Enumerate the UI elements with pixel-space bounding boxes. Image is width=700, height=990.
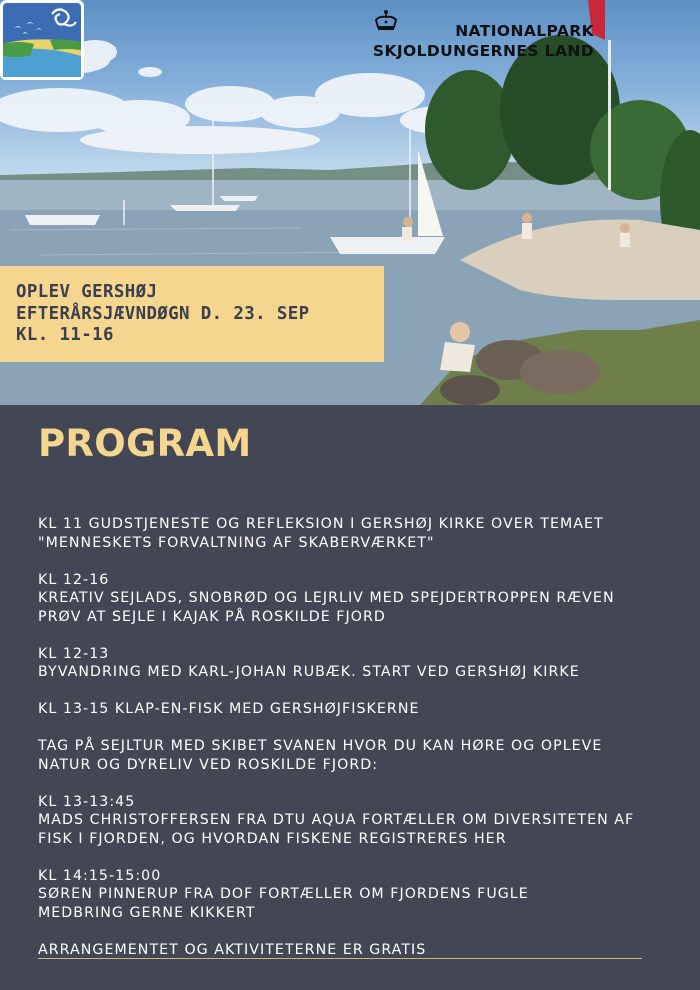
program-item [38,700,668,719]
hero-photo [0,0,700,405]
crown-icon [373,8,399,34]
program-line: "MENNESKETS FORVALTNING AF SKABERVÆRKET" [38,534,435,551]
brand-name-line1: NATIONALPARK [455,22,594,40]
event-date: EFTERÅRSJÆVNDØGN D. 23. SEP [16,303,310,324]
program-line: BYVANDRING MED KARL-JOHAN RUBÆK. START VED GERSHØJ KIRKE [38,664,580,680]
program-line: KL 12-13 [38,645,110,662]
program-line: FISK I FJORDEN, OG HVORDAN FISKENE REGISTRERES HER [38,830,507,847]
program-item [38,737,668,774]
program-line: KL 12-16 [38,571,110,588]
program-line: MADS CHRISTOFFERSEN FRA DTU AQUA FORTÆLLER OM DIVERSITETEN AF [38,812,635,828]
brand-name-line2: SKJOLDUNGERNES LAND [372,42,594,60]
nationalpark-logo-icon [0,0,84,80]
brand [373,8,594,62]
program-line: TAG PÅ SEJLTUR MED SKIBET SVANEN HVOR DU KAN HØRE OG OPLEVE [38,738,603,754]
program-line: PRØV AT SEJLE I KAJAK PÅ ROSKILDE FJORD [38,608,386,625]
program-item [38,793,668,849]
program-item [38,645,668,682]
program-line: ARRANGEMENTET OG AKTIVITETERNE ER GRATIS [38,941,427,958]
program-line: SØREN PINNERUP FRA DOF FORTÆLLER OM FJORDENS FUGLE [38,886,529,902]
program-item [38,571,668,627]
program-line: KL 11 GUDSTJENESTE OG REFLEKSION I GERSHØJ KIRKE OVER TEMAET [38,516,604,532]
program-item [38,515,668,552]
program-line: MEDBRING GERNE KIKKERT [38,904,256,921]
event-title: OPLEV GERSHØJ [16,282,158,302]
program-item [38,867,668,923]
divider [38,958,642,959]
program-line: KREATIV SEJLADS, SNOBRØD OG LEJRLIV MED SPEJDERTROPPEN RÆVEN [38,590,615,606]
program-list [38,515,668,978]
program-item [38,941,668,960]
program-line: KL 13-15 KLAP-EN-FISK MED GERSHØJFISKERNE [38,701,420,717]
program-line: KL 14:15-15:00 [38,867,162,884]
event-time: KL. 11-16 [16,325,114,345]
program-line: KL 13-13:45 [38,793,136,810]
program-line: NATUR OG DYRELIV VED ROSKILDE FJORD: [38,756,379,773]
program-title: PROGRAM [38,422,252,465]
event-info-box [0,266,384,362]
